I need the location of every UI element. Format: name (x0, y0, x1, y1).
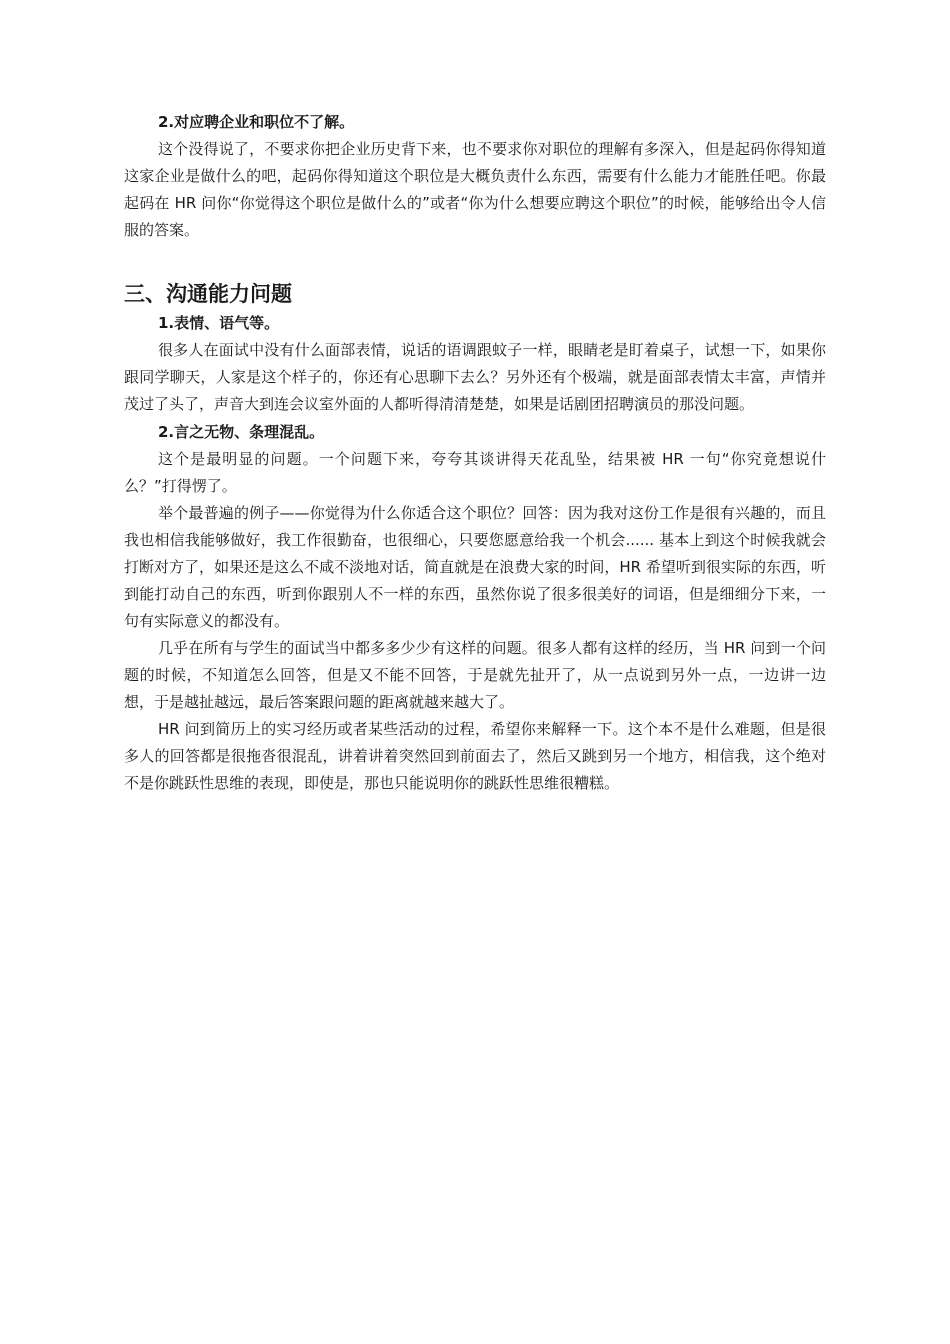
document-page (124, 108, 826, 797)
paragraph-student-interviews: 几乎在所有与学生的面试当中都多多少少有这样的问题。很多人都有这样的经历，当 HR 问到一个问题的时候，不知道怎么回答，但是又不能不回答，于是就先扯开了，从一点说到另外一点，一边讲一边想，于是越扯越远，最后答案跟问题的距离就越来越大了。 (124, 639, 826, 711)
subheading-expression-tone: 1.表情、语气等。 (158, 314, 280, 332)
paragraph-obvious-problem: 这个是最明显的问题。一个问题下来，夸夸其谈讲得天花乱坠，结果被 HR 一句“你究竟想说什么？”打得愣了。 (124, 450, 826, 495)
paragraph-expression-tone: 很多人在面试中没有什么面部表情，说话的语调跟蚊子一样，眼睛老是盯着桌子，试想一下，如果你跟同学聊天，人家是这个样子的，你还有心思聊下去么？另外还有个极端，就是面部表情太丰富，声情并茂过了头了，声音大到连会议室外面的人都听得清清楚楚，如果是话剧团招聘演员的那没问题。 (124, 341, 826, 413)
subheading-company-knowledge: 2.对应聘企业和职位不了解。 (158, 113, 355, 131)
paragraph-common-example: 举个最普遍的例子——你觉得为什么你适合这个职位？回答：因为我对这份工作是很有兴趣的，而且我也相信我能够做好，我工作很勤奋，也很细心，只要您愿意给我一个机会...... 基本上到这个时候我就会打断对方了，如果还是这么不咸不淡地对话，简直就是在浪费大家的时间，HR 希望听到很实际的东西，听到能打动自己的东西，听到你跟别人不一样的东西，虽然你说了很多很美好的词语，但是细细分下来，一句有实际意义的都没有。 (124, 504, 826, 630)
section-heading-communication: 三、沟通能力问题 (124, 282, 292, 306)
subheading-empty-talk: 2.言之无物、条理混乱。 (158, 423, 325, 441)
paragraph-resume-experience: HR 问到简历上的实习经历或者某些活动的过程，希望你来解释一下。这个本不是什么难题，但是很多人的回答都是很拖沓很混乱，讲着讲着突然回到前面去了，然后又跳到另一个地方，相信我，这个绝对不是你跳跃性思维的表现，即使是，那也只能说明你的跳跃性思维很糟糕。 (124, 720, 826, 792)
paragraph-company-knowledge: 这个没得说了，不要求你把企业历史背下来，也不要求你对职位的理解有多深入，但是起码你得知道这家企业是做什么的吧，起码你得知道这个职位是大概负责什么东西，需要有什么能力才能胜任吧。你最起码在 HR 问你“你觉得这个职位是做什么的”或者“你为什么想要应聘这个职位”的时候，能够给出令人信服的答案。 (124, 140, 826, 239)
